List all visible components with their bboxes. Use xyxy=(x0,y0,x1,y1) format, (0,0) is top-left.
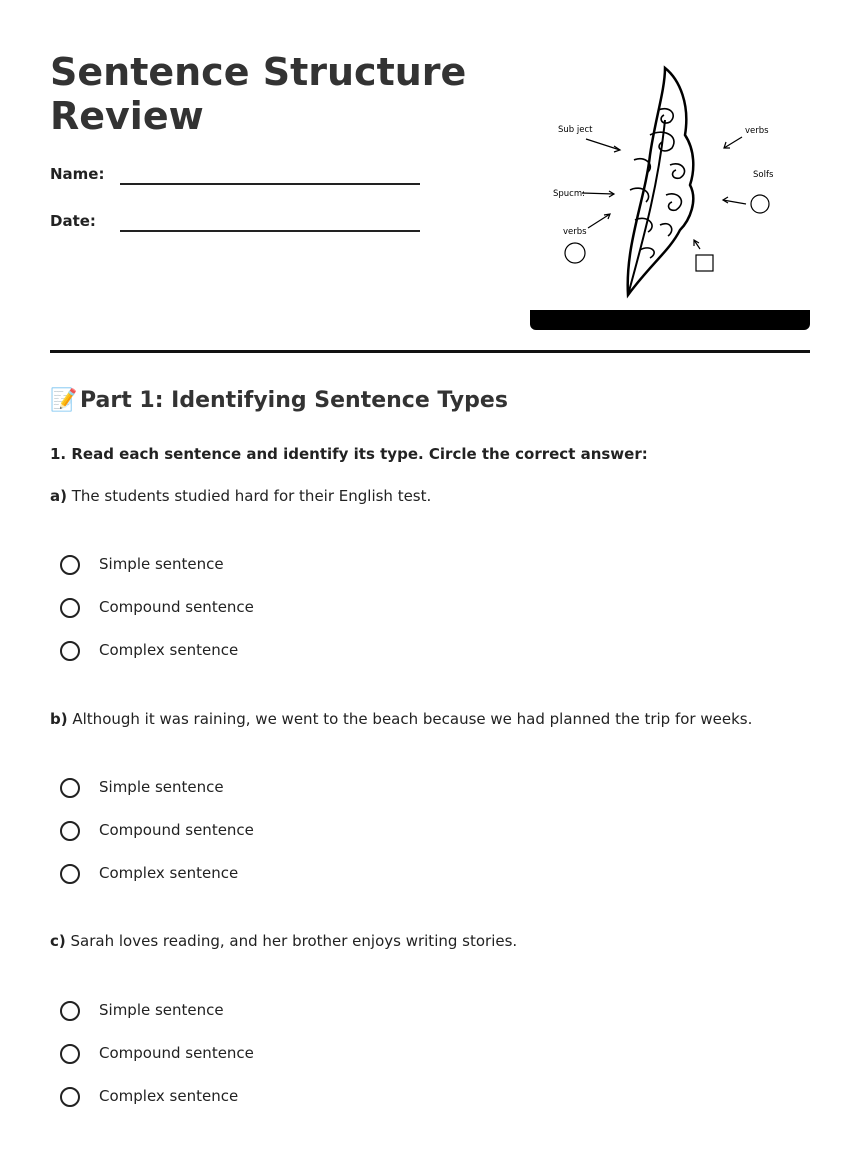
option-label: Compound sentence xyxy=(99,598,254,616)
label-verbs-bottom: verbs xyxy=(563,227,587,237)
label-spucm: Spucm: xyxy=(553,189,585,199)
circle-shape-right xyxy=(751,195,769,213)
option-complex[interactable] xyxy=(60,1085,460,1111)
feather-diagram xyxy=(530,60,810,330)
option-complex[interactable] xyxy=(60,639,460,665)
radio-circle-icon[interactable] xyxy=(60,778,80,798)
feather-icon xyxy=(530,60,810,310)
worksheet-page xyxy=(50,0,810,1161)
radio-circle-icon[interactable] xyxy=(60,555,80,575)
illustration-base-bar xyxy=(530,310,810,330)
question-letter: c) xyxy=(50,932,66,950)
header-divider xyxy=(50,350,810,353)
question-text xyxy=(50,487,810,505)
radio-circle-icon[interactable] xyxy=(60,1001,80,1021)
option-compound[interactable] xyxy=(60,1042,460,1068)
question-a xyxy=(50,487,810,659)
part1-heading-text: Part 1: Identifying Sentence Types xyxy=(80,388,508,413)
question-letter: a) xyxy=(50,487,67,505)
name-field-row xyxy=(50,165,470,195)
option-label: Compound sentence xyxy=(99,821,254,839)
label-subject: Sub ject xyxy=(558,125,593,135)
question-text xyxy=(50,710,810,728)
radio-circle-icon[interactable] xyxy=(60,1044,80,1064)
square-shape xyxy=(696,255,713,271)
option-label: Complex sentence xyxy=(99,1087,239,1105)
part1-heading xyxy=(50,388,508,413)
page-title: Sentence Structure Review xyxy=(50,50,467,138)
option-label: Simple sentence xyxy=(99,778,224,796)
option-simple[interactable] xyxy=(60,553,460,579)
radio-circle-icon[interactable] xyxy=(60,821,80,841)
option-label: Complex sentence xyxy=(99,864,239,882)
option-compound[interactable] xyxy=(60,596,460,622)
option-compound[interactable] xyxy=(60,819,460,845)
question-sentence: Although it was raining, we went to the beach because we had planned the trip for weeks. xyxy=(72,710,753,728)
question-letter: b) xyxy=(50,710,68,728)
question-text xyxy=(50,932,810,950)
option-complex[interactable] xyxy=(60,862,460,888)
option-label: Complex sentence xyxy=(99,641,239,659)
question-b xyxy=(50,710,810,882)
date-line[interactable] xyxy=(120,230,420,232)
question-sentence: Sarah loves reading, and her brother enjoys writing stories. xyxy=(70,932,518,950)
option-simple[interactable] xyxy=(60,999,460,1025)
option-simple[interactable] xyxy=(60,776,460,802)
radio-circle-icon[interactable] xyxy=(60,641,80,661)
date-field-row xyxy=(50,212,470,242)
circle-shape-left xyxy=(565,243,585,263)
option-label: Simple sentence xyxy=(99,1001,224,1019)
memo-icon: 📝 xyxy=(50,388,78,413)
label-solfs: Solfs xyxy=(753,170,774,180)
part1-instruction: 1. Read each sentence and identify its type. Circle the correct answer: xyxy=(50,445,648,463)
name-label: Name: xyxy=(50,165,105,183)
label-verbs-top: verbs xyxy=(745,126,769,136)
name-line[interactable] xyxy=(120,183,420,185)
question-c xyxy=(50,932,810,1105)
question-sentence: The students studied hard for their English test. xyxy=(71,487,432,505)
option-label: Simple sentence xyxy=(99,555,224,573)
radio-circle-icon[interactable] xyxy=(60,864,80,884)
radio-circle-icon[interactable] xyxy=(60,1087,80,1107)
date-label: Date: xyxy=(50,212,96,230)
radio-circle-icon[interactable] xyxy=(60,598,80,618)
option-label: Compound sentence xyxy=(99,1044,254,1062)
